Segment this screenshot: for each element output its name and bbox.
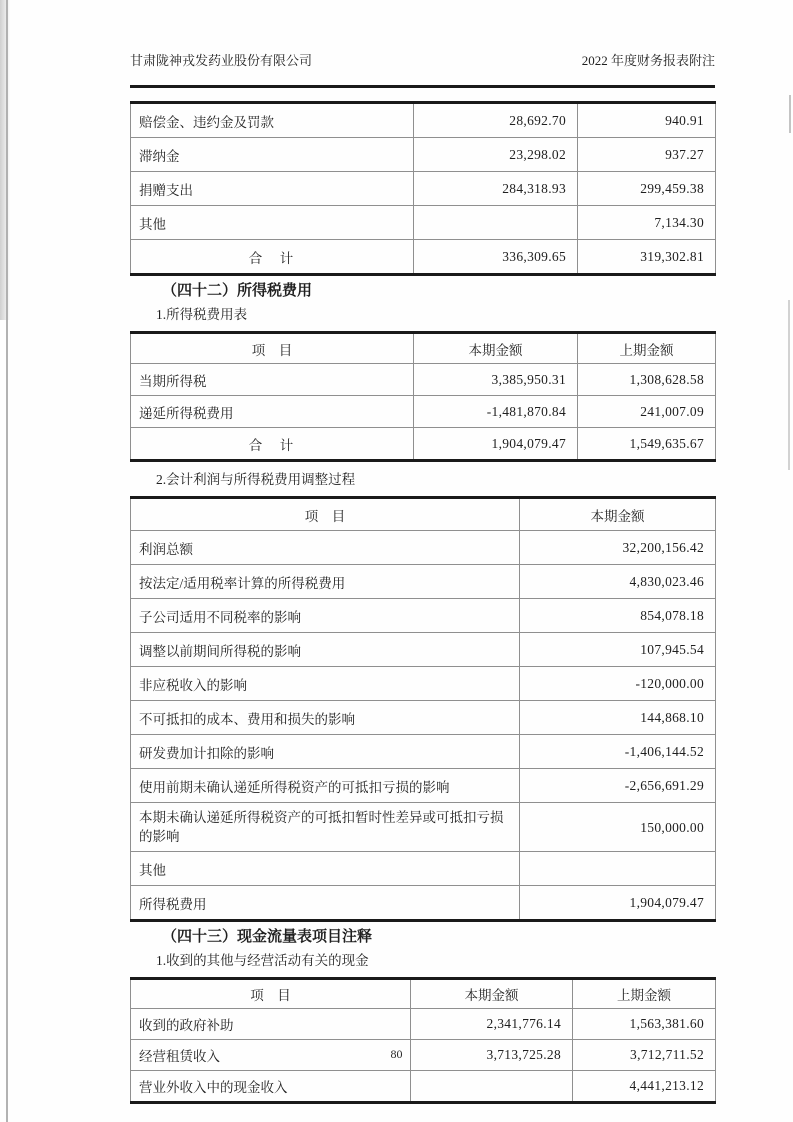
amount-current-cell: 23,298.02 bbox=[414, 138, 578, 172]
table-row bbox=[131, 206, 716, 240]
amount-current-cell: 107,945.54 bbox=[520, 633, 716, 667]
amount-prior-cell: 1,549,635.67 bbox=[578, 428, 716, 461]
item-cell: 递延所得税费用 bbox=[131, 396, 414, 428]
scan-edge-artifact bbox=[788, 300, 790, 470]
other-operating-cash-table bbox=[130, 977, 716, 1104]
header-current-cell: 本期金额 bbox=[414, 333, 578, 364]
amount-current-cell: 854,078.18 bbox=[520, 599, 716, 633]
table-row bbox=[131, 735, 716, 769]
item-cell: 调整以前期间所得税的影响 bbox=[131, 633, 520, 667]
amount-prior-cell: 3,712,711.52 bbox=[573, 1040, 716, 1071]
document-header bbox=[130, 50, 715, 88]
amount-current-cell: 3,713,725.28 bbox=[411, 1040, 573, 1071]
report-title: 2022 年度财务报表附注 bbox=[581, 53, 715, 68]
header-prior-cell: 上期金额 bbox=[573, 979, 716, 1009]
table-row bbox=[131, 138, 716, 172]
tax-reconciliation-table bbox=[130, 496, 716, 922]
item-cell: 其他 bbox=[131, 206, 414, 240]
table-row bbox=[131, 633, 716, 667]
subsection-heading-reconciliation: 2.会计利润与所得税费用调整过程 bbox=[156, 472, 356, 487]
table-row bbox=[131, 364, 716, 396]
total-label-cell: 合 计 bbox=[131, 240, 414, 275]
table-row bbox=[131, 886, 716, 921]
table-header-row bbox=[131, 979, 716, 1009]
amount-current-cell: 4,830,023.46 bbox=[520, 565, 716, 599]
table-row bbox=[131, 103, 716, 138]
item-cell: 当期所得税 bbox=[131, 364, 414, 396]
header-current-cell: 本期金额 bbox=[520, 498, 716, 531]
table-row bbox=[131, 565, 716, 599]
amount-current-cell: -120,000.00 bbox=[520, 667, 716, 701]
amount-current-cell: 336,309.65 bbox=[414, 240, 578, 275]
table-row bbox=[131, 667, 716, 701]
table-row bbox=[131, 531, 716, 565]
amount-current-cell: 144,868.10 bbox=[520, 701, 716, 735]
header-prior-cell: 上期金额 bbox=[578, 333, 716, 364]
amount-prior-cell: 299,459.38 bbox=[578, 172, 716, 206]
table-header-row bbox=[131, 498, 716, 531]
section-heading-43: （四十三）现金流量表项目注释 bbox=[162, 929, 373, 945]
amount-current-cell: 150,000.00 bbox=[520, 803, 716, 852]
table-row bbox=[131, 852, 716, 886]
amount-current-cell: 284,318.93 bbox=[414, 172, 578, 206]
amount-prior-cell: 4,441,213.12 bbox=[573, 1071, 716, 1103]
item-cell: 按法定/适用税率计算的所得税费用 bbox=[131, 565, 520, 599]
header-item-cell: 项 目 bbox=[131, 498, 520, 531]
item-cell: 使用前期未确认递延所得税资产的可抵扣亏损的影响 bbox=[131, 769, 520, 803]
header-item-cell: 项 目 bbox=[131, 333, 414, 364]
item-cell: 利润总额 bbox=[131, 531, 520, 565]
item-cell: 非应税收入的影响 bbox=[131, 667, 520, 701]
table-row bbox=[131, 599, 716, 633]
amount-current-cell bbox=[411, 1071, 573, 1103]
item-cell: 研发费加计扣除的影响 bbox=[131, 735, 520, 769]
scan-edge-artifact bbox=[789, 95, 791, 133]
page-content bbox=[130, 50, 715, 1104]
table-row bbox=[131, 396, 716, 428]
amount-prior-cell: 937.27 bbox=[578, 138, 716, 172]
amount-prior-cell: 1,563,381.60 bbox=[573, 1009, 716, 1040]
amount-current-cell bbox=[414, 206, 578, 240]
amount-current-cell: -1,406,144.52 bbox=[520, 735, 716, 769]
amount-current-cell: 2,341,776.14 bbox=[411, 1009, 573, 1040]
company-name: 甘肃陇神戎发药业股份有限公司 bbox=[130, 53, 313, 68]
item-cell: 其他 bbox=[131, 852, 520, 886]
table-row bbox=[131, 1009, 716, 1040]
amount-prior-cell: 319,302.81 bbox=[578, 240, 716, 275]
item-cell: 本期未确认递延所得税资产的可抵扣暂时性差异或可抵扣亏损的影响 bbox=[131, 803, 520, 852]
item-cell: 收到的政府补助 bbox=[131, 1009, 411, 1040]
item-cell: 赔偿金、违约金及罚款 bbox=[131, 103, 414, 138]
subsection-heading-income-tax-table: 1.所得税费用表 bbox=[156, 307, 248, 322]
amount-current-cell: 1,904,079.47 bbox=[520, 886, 716, 921]
item-cell: 捐赠支出 bbox=[131, 172, 414, 206]
table-row bbox=[131, 769, 716, 803]
table-header-row bbox=[131, 333, 716, 364]
table-row bbox=[131, 1071, 716, 1103]
amount-current-cell: -1,481,870.84 bbox=[414, 396, 578, 428]
table-row bbox=[131, 803, 716, 852]
page-number: 80 bbox=[390, 1047, 403, 1061]
amount-prior-cell: 940.91 bbox=[578, 103, 716, 138]
income-tax-expense-table bbox=[130, 331, 716, 462]
item-cell: 经营租赁收入 bbox=[131, 1040, 411, 1071]
table-row bbox=[131, 172, 716, 206]
amount-current-cell: 1,904,079.47 bbox=[414, 428, 578, 461]
section-heading-42: （四十二）所得税费用 bbox=[162, 283, 313, 299]
item-cell: 所得税费用 bbox=[131, 886, 520, 921]
header-current-cell: 本期金额 bbox=[411, 979, 573, 1009]
subsection-heading-cash-received: 1.收到的其他与经营活动有关的现金 bbox=[156, 953, 369, 968]
amount-prior-cell: 1,308,628.58 bbox=[578, 364, 716, 396]
item-cell: 滞纳金 bbox=[131, 138, 414, 172]
amount-current-cell: -2,656,691.29 bbox=[520, 769, 716, 803]
amount-current-cell: 32,200,156.42 bbox=[520, 531, 716, 565]
item-cell: 营业外收入中的现金收入 bbox=[131, 1071, 411, 1103]
total-label-cell: 合 计 bbox=[131, 428, 414, 461]
amount-current-cell: 3,385,950.31 bbox=[414, 364, 578, 396]
amount-prior-cell: 241,007.09 bbox=[578, 396, 716, 428]
amount-current-cell: 28,692.70 bbox=[414, 103, 578, 138]
item-cell: 不可抵扣的成本、费用和损失的影响 bbox=[131, 701, 520, 735]
table-row bbox=[131, 701, 716, 735]
header-item-cell: 项 目 bbox=[131, 979, 411, 1009]
table-total-row bbox=[131, 428, 716, 461]
table-total-row bbox=[131, 240, 716, 275]
nonoperating-expense-table bbox=[130, 101, 716, 276]
scan-edge-artifact bbox=[0, 0, 12, 320]
item-cell: 子公司适用不同税率的影响 bbox=[131, 599, 520, 633]
amount-current-cell bbox=[520, 852, 716, 886]
amount-prior-cell: 7,134.30 bbox=[578, 206, 716, 240]
